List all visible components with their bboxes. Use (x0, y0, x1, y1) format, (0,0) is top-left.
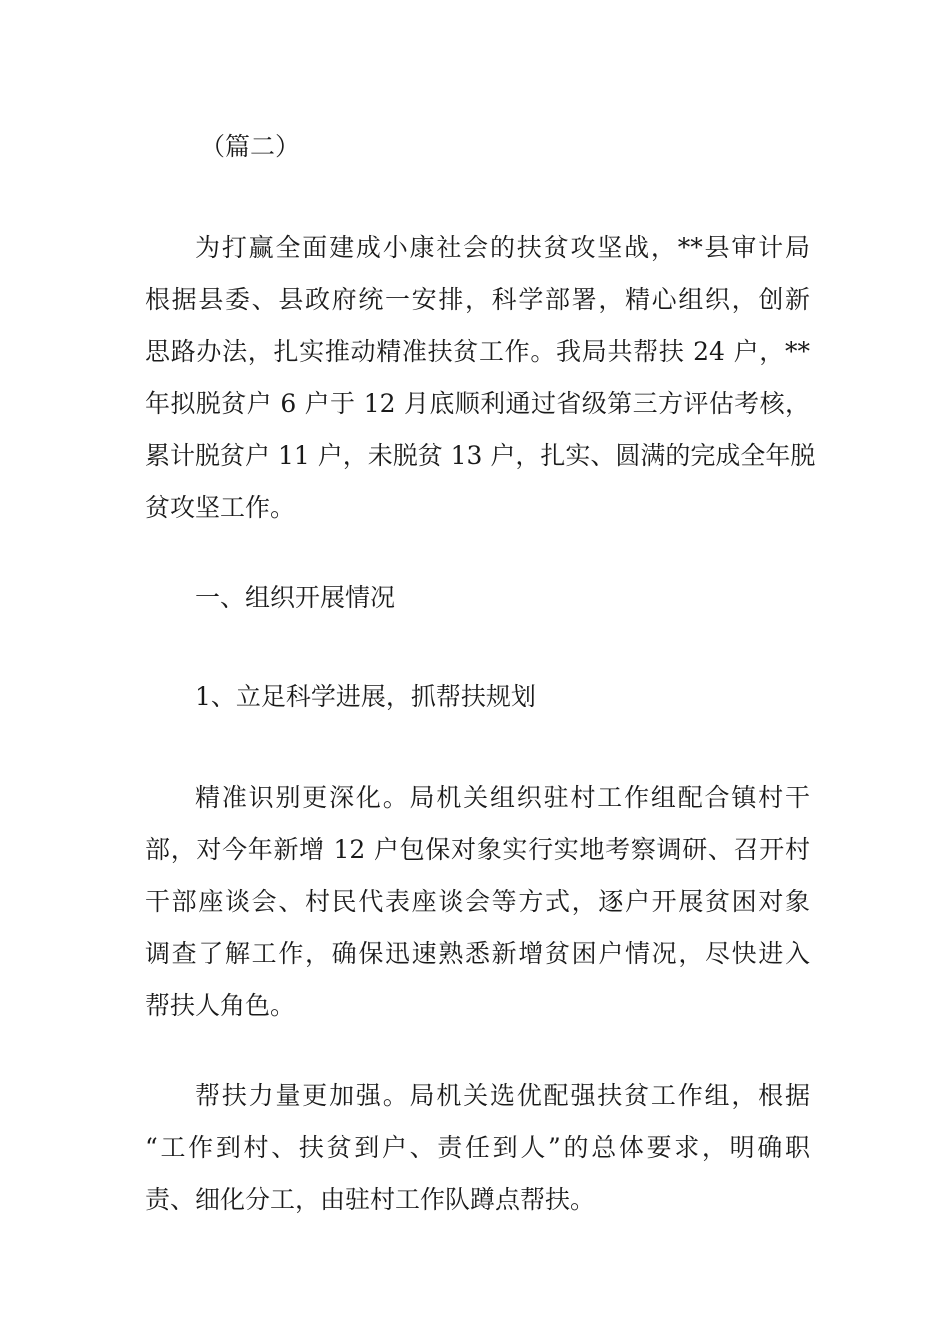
identification-paragraph (145, 772, 810, 1032)
paragraph-line: 为打赢全面建成小康社会的扶贫攻坚战，**县审计局 (195, 233, 810, 262)
strength-paragraph (145, 1070, 810, 1226)
paragraph-line: 帮扶人角色。 (145, 991, 296, 1020)
paragraph-line: 精准识别更深化。局机关组织驻村工作组配合镇村干 (195, 783, 810, 812)
paragraph-line: “工作到村、扶贫到户、责任到人”的总体要求，明确职 (145, 1133, 810, 1162)
section-heading: 一、组织开展情况 (195, 583, 396, 612)
paragraph-line: 年拟脱贫户 6 户于 12 月底顺利通过省级第三方评估考核， (145, 389, 810, 418)
paragraph-line: 干部座谈会、村民代表座谈会等方式，逐户开展贫困对象 (145, 887, 810, 916)
intro-paragraph (145, 222, 816, 534)
paragraph-line: 累计脱贫户 11 户，未脱贫 13 户，扎实、圆满的完成全年脱 (145, 441, 816, 470)
paragraph-line: 贫攻坚工作。 (145, 493, 296, 522)
subsection-heading: 1、立足科学进展，抓帮扶规划 (195, 682, 536, 711)
paragraph-line: 调查了解工作，确保迅速熟悉新增贫困户情况，尽快进入 (145, 939, 810, 968)
section-label: （篇二） (200, 132, 301, 161)
paragraph-line: 部，对今年新增 12 户包保对象实行实地考察调研、召开村 (145, 835, 810, 864)
paragraph-line: 根据县委、县政府统一安排，科学部署，精心组织，创新 (145, 285, 810, 314)
paragraph-line: 责、细化分工，由驻村工作队蹲点帮扶。 (145, 1185, 596, 1214)
paragraph-line: 帮扶力量更加强。局机关选优配强扶贫工作组，根据 (195, 1081, 810, 1110)
paragraph-line: 思路办法，扎实推动精准扶贫工作。我局共帮扶 24 户，** (145, 337, 810, 366)
